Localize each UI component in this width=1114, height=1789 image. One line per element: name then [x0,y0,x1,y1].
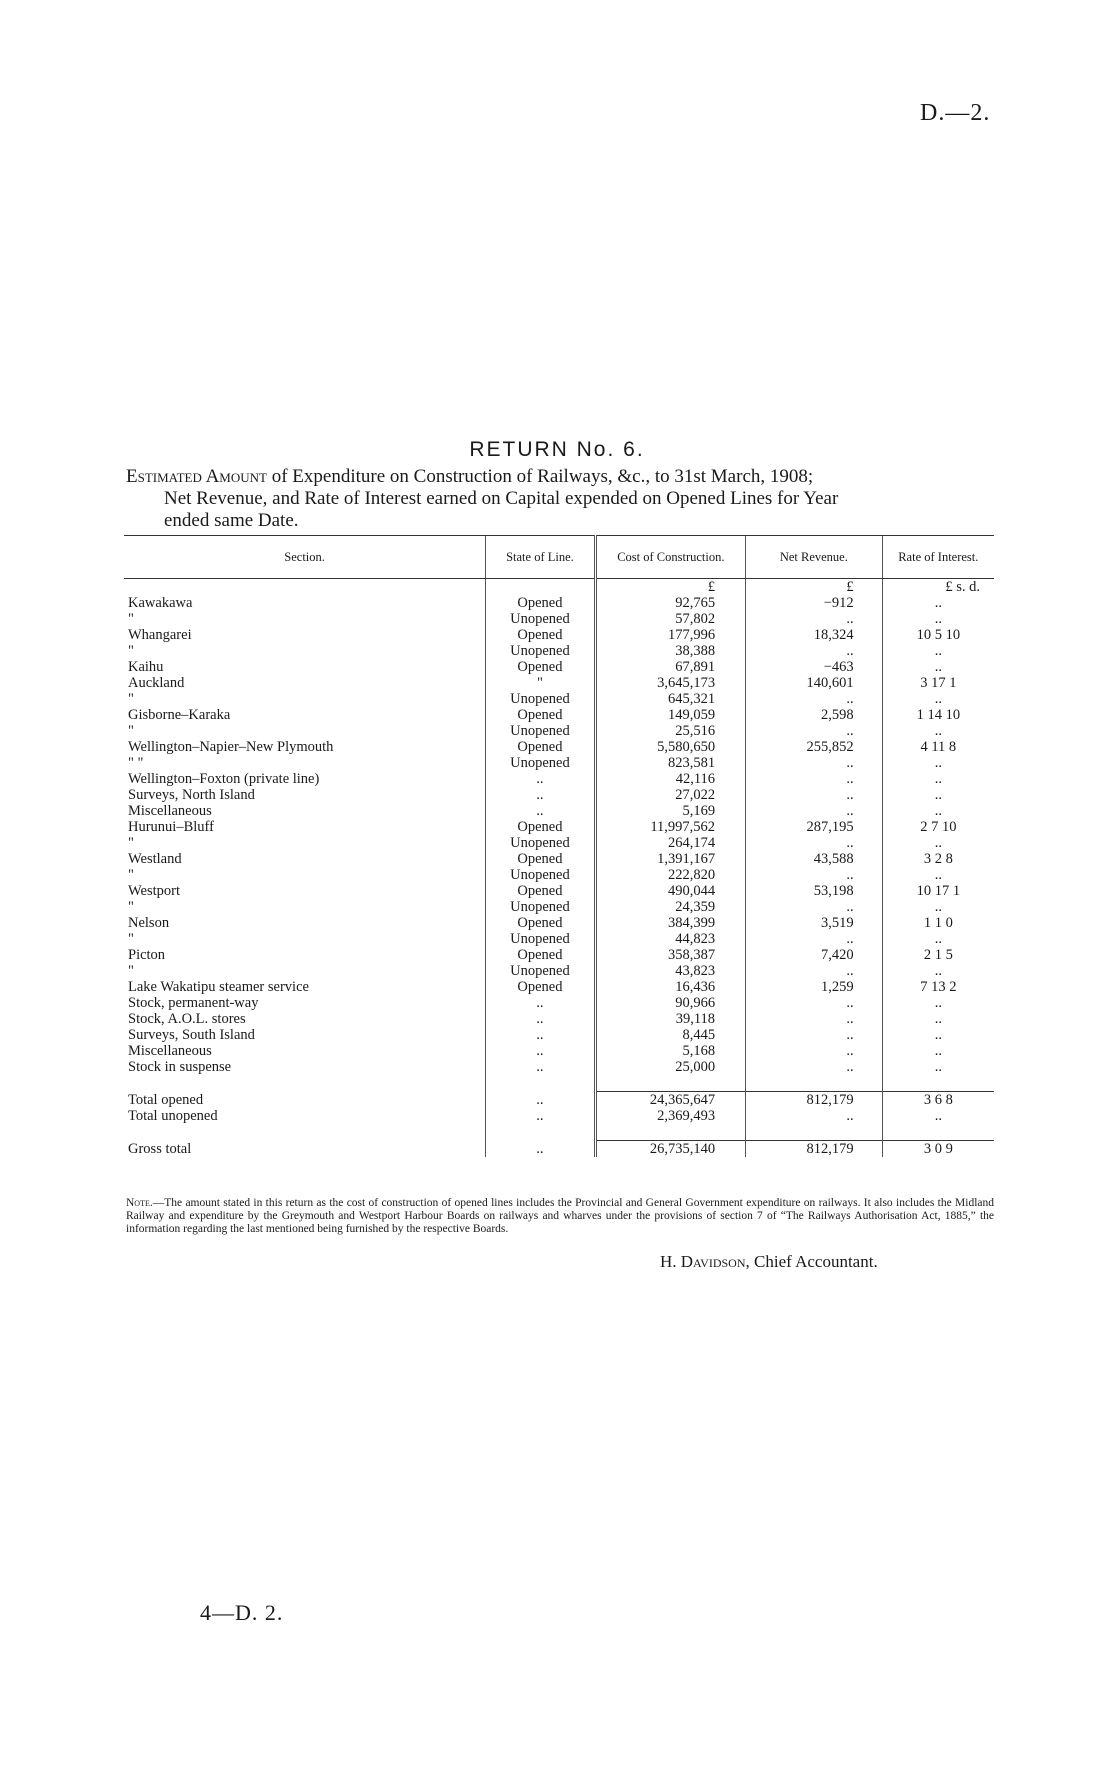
cell-rate: .. [882,659,994,675]
cell-rate: 7 13 2 [882,979,994,995]
cell-cost: 5,580,650 [595,739,745,755]
cell-state: .. [486,1141,595,1158]
signature [660,1252,878,1272]
cell-rate: .. [882,691,994,707]
table-row [124,659,994,675]
cell-net: .. [746,995,883,1011]
cell-cost: 92,765 [595,595,745,611]
cell-cost: 90,966 [595,995,745,1011]
cell-section: Stock, permanent-way [128,995,259,1011]
return-title: RETURN No. 6. [469,438,645,461]
cell-state: Unopened [486,723,595,739]
cell-cost: 149,059 [595,707,745,723]
cell-state: Opened [486,707,595,723]
cell-state: Unopened [486,931,595,947]
note-label: Note. [126,1197,153,1209]
cell-net: .. [746,755,883,771]
cell-net: 18,324 [746,627,883,643]
cell-rate: .. [882,1059,994,1075]
cell-rate: .. [882,867,994,883]
cell-section: " [128,611,134,627]
cell-net: .. [746,803,883,819]
cell-net: 140,601 [746,675,883,691]
railway-return-table [124,535,994,1157]
cell-rate: 1 1 0 [882,915,994,931]
cell-state: .. [486,995,595,1011]
cell-state: Opened [486,595,595,611]
table-row [124,931,994,947]
header-state: State of Line. [486,536,595,579]
spacer-cell [595,1075,745,1092]
spacer-cell [124,1124,486,1141]
cell-section: Gross total [128,1140,192,1157]
cell-state: .. [486,1043,595,1059]
cell-rate: 10 5 10 [882,627,994,643]
table-row [124,739,994,755]
cell-net: .. [746,1059,883,1075]
cell-net: 53,198 [746,883,883,899]
spacer-cell [486,1075,595,1092]
cell-section: " [128,931,134,947]
cell-section: " [128,691,134,707]
cell-state: Opened [486,915,595,931]
cell-cost: 5,169 [595,803,745,819]
cell-cost: 264,174 [595,835,745,851]
cell-state: Opened [486,819,595,835]
cell-rate: 1 14 10 [882,707,994,723]
cell-cost: 25,000 [595,1059,745,1075]
cell-state: .. [486,1027,595,1043]
cell-section: " [128,963,134,979]
cell-net: .. [746,899,883,915]
cell-rate: .. [882,643,994,659]
cell-cost: 11,997,562 [595,819,745,835]
spacer-cell [746,1075,883,1092]
cell-section: Westland [128,851,182,867]
cell-rate: .. [882,803,994,819]
spacer-cell [882,1075,994,1092]
cell-net: .. [746,1027,883,1043]
return-subtitle [126,466,994,532]
table-row [124,675,994,691]
cell-section: Whangarei [128,627,192,643]
table-row [124,883,994,899]
cell-net: 43,588 [746,851,883,867]
cell-rate: 2 7 10 [882,819,994,835]
cell-cost: 2,369,493 [595,1108,745,1124]
cell-cost: 39,118 [595,1011,745,1027]
cell-net: −463 [746,659,883,675]
header-section: Section. [124,536,486,579]
table-row [124,963,994,979]
table-row [124,851,994,867]
subtitle-line2: Net Revenue, and Rate of Interest earned on Capital expended on Opened Lines for Year [164,488,839,509]
cell-cost: 44,823 [595,931,745,947]
cell-section: Total unopened [128,1108,218,1124]
page-header: D.—2. [920,100,991,126]
page-footer: 4—D. 2. [200,1600,284,1625]
cell-section: " [128,899,134,915]
cell-cost: 27,022 [595,787,745,803]
cell-state: Unopened [486,963,595,979]
note-text: —The amount stated in this return as the cost of construction of opened lines includes the Provincial and General Government expenditure on railways. It also includes the Midland Railway and expenditure by the Greymouth and Westport Harbour Boards on railways and wharves under the provisions of section 7 of “The Railways Authorisation Act, 1885,” the information regarding the last mentioned being furnished by the respective Boards. [126,1197,994,1235]
cell-state: Opened [486,883,595,899]
cell-cost: 177,996 [595,627,745,643]
cell-section: Surveys, North Island [128,787,255,803]
cell-net: 287,195 [746,819,883,835]
spacer-cell [595,1124,745,1141]
cell-rate: 10 17 1 [882,883,994,899]
cell-rate: 3 6 8 [882,1092,994,1109]
spacer-row [124,1124,994,1141]
cell-rate: .. [882,835,994,851]
cell-section: " [128,835,134,851]
subtitle-line3: ended same Date. [164,510,299,531]
cell-state: .. [486,771,595,787]
table-row [124,771,994,787]
cell-state: .. [486,803,595,819]
spacer-cell [124,1075,486,1092]
cell-cost: 1,391,167 [595,851,745,867]
cell-rate: 3 17 1 [882,675,994,691]
cell-rate: .. [882,1043,994,1059]
total-row [124,1108,994,1124]
table-row [124,867,994,883]
table-row [124,1043,994,1059]
cell-rate: .. [882,1108,994,1124]
cell-rate: .. [882,787,994,803]
cell-state: Unopened [486,899,595,915]
cell-section: Surveys, South Island [128,1027,255,1043]
cell-cost: 8,445 [595,1027,745,1043]
cell-state: " [486,675,595,691]
subtitle-smallcaps: Estimated Amount [126,466,267,487]
cell-section: Kaihu [128,659,164,675]
cell-section: " " [128,755,144,771]
cell-rate: .. [882,595,994,611]
cell-section: Picton [128,947,166,963]
cell-net: .. [746,963,883,979]
cell-rate: .. [882,931,994,947]
table-row [124,755,994,771]
cell-cost: 26,735,140 [595,1141,745,1158]
units-section [124,579,486,596]
cell-rate: 2 1 5 [882,947,994,963]
spacer-cell [882,1124,994,1141]
cell-state: .. [486,1059,595,1075]
cell-rate: 3 2 8 [882,851,994,867]
cell-net: −912 [746,595,883,611]
table-row [124,1059,994,1075]
table-row [124,803,994,819]
table-row [124,707,994,723]
cell-state: Unopened [486,643,595,659]
cell-rate: .. [882,963,994,979]
cell-net: .. [746,867,883,883]
table-row [124,643,994,659]
cell-state: Unopened [486,835,595,851]
cell-section: Kawakawa [128,595,193,611]
table-row [124,1027,994,1043]
footnote [126,1197,994,1236]
cell-cost: 24,359 [595,899,745,915]
cell-section: Wellington–Napier–New Plymouth [128,739,334,755]
table-body [124,579,994,1158]
cell-rate: .. [882,995,994,1011]
cell-section: Westport [128,883,180,899]
cell-section: Stock, A.O.L. stores [128,1011,246,1027]
cell-cost: 384,399 [595,915,745,931]
table-row [124,1011,994,1027]
table-row [124,835,994,851]
cell-cost: 490,044 [595,883,745,899]
cell-section: Nelson [128,915,170,931]
cell-state: .. [486,1092,595,1109]
cell-net: .. [746,835,883,851]
table-row [124,915,994,931]
cell-state: Unopened [486,755,595,771]
cell-state: Opened [486,739,595,755]
cell-cost: 67,891 [595,659,745,675]
cell-section: Auckland [128,675,185,691]
cell-state: Opened [486,659,595,675]
cell-section: Miscellaneous [128,1043,212,1059]
cell-cost: 3,645,173 [595,675,745,691]
table-row [124,691,994,707]
cell-state: Opened [486,851,595,867]
spacer-row [124,1075,994,1092]
cell-net: 2,598 [746,707,883,723]
table-row [124,979,994,995]
cell-cost: 16,436 [595,979,745,995]
cell-rate: .. [882,611,994,627]
cell-state: Unopened [486,691,595,707]
gross-total-row [124,1141,994,1158]
cell-net: .. [746,643,883,659]
cell-net: 812,179 [746,1092,883,1109]
cell-section: Wellington–Foxton (private line) [128,771,320,787]
cell-section: Lake Wakatipu steamer service [128,979,309,995]
cell-net: .. [746,771,883,787]
cell-net: 255,852 [746,739,883,755]
cell-state: .. [486,1108,595,1124]
cell-state: .. [486,1011,595,1027]
cell-state: .. [486,787,595,803]
cell-section: " [128,867,134,883]
cell-net: .. [746,1108,883,1124]
table-row [124,611,994,627]
table-row [124,787,994,803]
cell-net: .. [746,691,883,707]
cell-rate: .. [882,723,994,739]
table-row [124,819,994,835]
cell-net: 3,519 [746,915,883,931]
table-row [124,627,994,643]
table-row [124,947,994,963]
cell-state: Opened [486,627,595,643]
cell-cost: 25,516 [595,723,745,739]
cell-cost: 38,388 [595,643,745,659]
cell-state: Unopened [486,611,595,627]
signature-name: H. Davidson [660,1252,746,1271]
cell-rate: .. [882,1027,994,1043]
cell-rate: .. [882,899,994,915]
total-row [124,1092,994,1109]
cell-cost: 24,365,647 [595,1092,745,1109]
table-row [124,899,994,915]
cell-section: Miscellaneous [128,803,212,819]
spacer-cell [486,1124,595,1141]
cell-net: .. [746,723,883,739]
cell-net: .. [746,1011,883,1027]
cell-section: Stock in suspense [128,1059,232,1075]
cell-net: .. [746,611,883,627]
subtitle-line1: of Expenditure on Construction of Railways, &c., to 31st March, 1908; [266,466,814,487]
cell-section: Gisborne–Karaka [128,707,231,723]
units-state [486,579,595,596]
units-row [124,579,994,596]
cell-cost: 5,168 [595,1043,745,1059]
cell-cost: 43,823 [595,963,745,979]
cell-section: " [128,723,134,739]
signature-title: , Chief Accountant. [745,1252,878,1271]
table-header-row [124,536,994,579]
cell-section: Hurunui–Bluff [128,819,214,835]
cell-cost: 358,387 [595,947,745,963]
cell-rate: .. [882,1011,994,1027]
header-cost: Cost of Construction. [595,536,745,579]
cell-cost: 42,116 [595,771,745,787]
cell-section: Total opened [128,1091,204,1108]
cell-rate: .. [882,771,994,787]
cell-rate: .. [882,755,994,771]
cell-net: 812,179 [746,1141,883,1158]
table-row [124,995,994,1011]
cell-rate: 3 0 9 [882,1141,994,1158]
cell-cost: 823,581 [595,755,745,771]
table-row [124,595,994,611]
units-net: £ [746,579,883,596]
cell-cost: 222,820 [595,867,745,883]
table-row [124,723,994,739]
cell-net: 1,259 [746,979,883,995]
header-rate: Rate of Interest. [882,536,994,579]
cell-state: Opened [486,979,595,995]
cell-net: .. [746,1043,883,1059]
cell-rate: 4 11 8 [882,739,994,755]
cell-state: Opened [486,947,595,963]
cell-cost: 645,321 [595,691,745,707]
spacer-cell [746,1124,883,1141]
cell-net: 7,420 [746,947,883,963]
header-net: Net Revenue. [746,536,883,579]
units-rate: £ s. d. [882,579,994,596]
cell-cost: 57,802 [595,611,745,627]
units-cost: £ [595,579,745,596]
cell-net: .. [746,787,883,803]
cell-section: " [128,643,134,659]
cell-state: Unopened [486,867,595,883]
cell-net: .. [746,931,883,947]
